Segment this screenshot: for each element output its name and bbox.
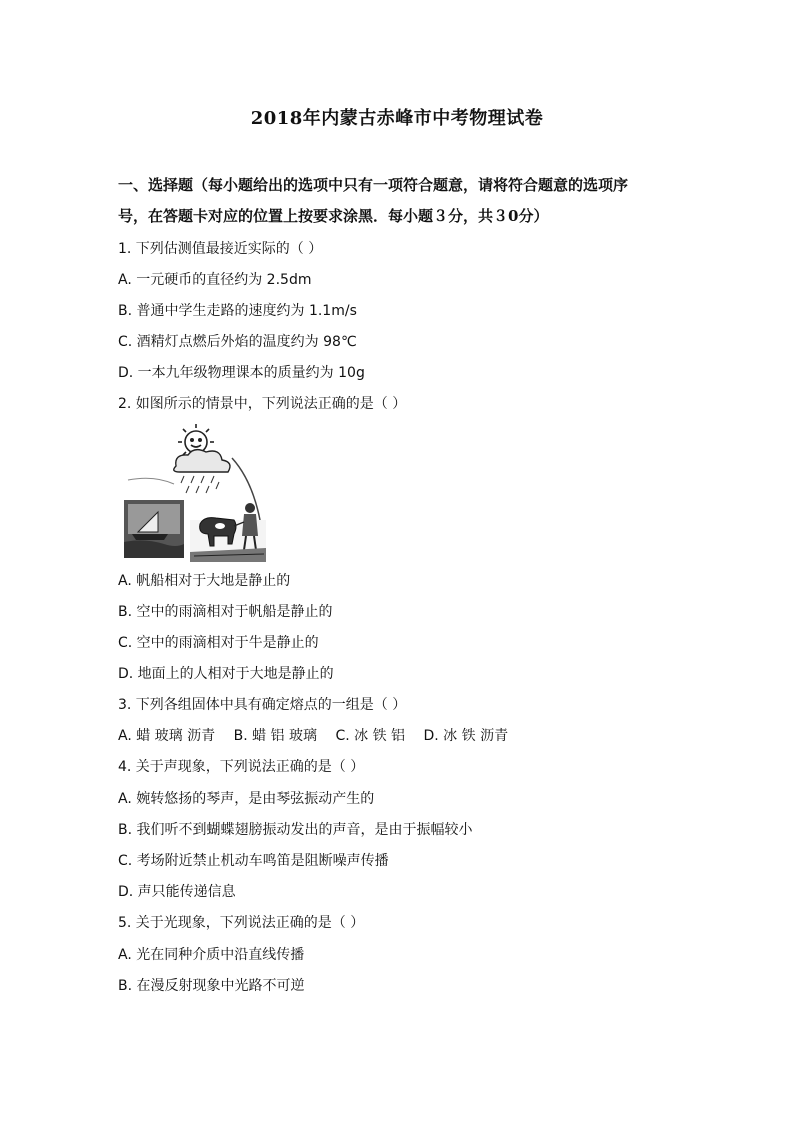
section-heading — [118, 170, 678, 232]
question-1-option-d: D. 一本九年级物理课本的质量约为 10g — [118, 365, 365, 381]
question-4-stem: 4. 关于声现象，下列说法正确的是（ ） — [118, 759, 365, 775]
question-1-option-c: C. 酒精灯点燃后外焰的温度约为 98℃ — [118, 334, 357, 350]
question-2-option-d: D. 地面上的人相对于大地是静止的 — [118, 666, 334, 682]
question-5-option-a: A. 光在同种介质中沿直线传播 — [118, 947, 305, 963]
question-3-stem: 3. 下列各组固体中具有确定熔点的一组是（ ） — [118, 697, 407, 713]
question-2-stem: 2. 如图所示的情景中，下列说法正确的是（ ） — [118, 396, 407, 412]
question-2-illustration — [124, 420, 266, 562]
question-5-option-b: B. 在漫反射现象中光路不可逆 — [118, 978, 305, 994]
question-1-option-b: B. 普通中学生走路的速度约为 1.1m/s — [118, 303, 357, 319]
question-3-options — [118, 725, 522, 745]
section-heading-line-1: 一、选择题（每小题给出的选项中只有一项符合题意，请将符合题意的选项序 — [118, 176, 629, 194]
question-2-option-a: A. 帆船相对于大地是静止的 — [118, 573, 291, 589]
question-4-option-b: B. 我们听不到蝴蝶翅膀振动发出的声音，是由于振幅较小 — [118, 822, 473, 838]
question-3-option-a: A. 蜡 玻璃 沥青 — [118, 728, 216, 744]
question-2-option-b: B. 空中的雨滴相对于帆船是静止的 — [118, 604, 333, 620]
question-2-option-c: C. 空中的雨滴相对于牛是静止的 — [118, 635, 319, 651]
question-3-option-c: C. 冰 铁 铝 — [335, 728, 406, 744]
question-1-option-a: A. 一元硬币的直径约为 2.5dm — [118, 272, 312, 288]
question-5-stem: 5. 关于光现象，下列说法正确的是（ ） — [118, 915, 365, 931]
question-4-option-c: C. 考场附近禁止机动车鸣笛是阻断噪声传播 — [118, 853, 389, 869]
question-3-option-b: B. 蜡 铝 玻璃 — [233, 728, 317, 744]
question-1-stem: 1. 下列估测值最接近实际的（ ） — [118, 241, 323, 257]
question-4-option-a: A. 婉转悠扬的琴声，是由琴弦振动产生的 — [118, 791, 375, 807]
section-heading-line-2: 号，在答题卡对应的位置上按要求涂黑．每小题３分，共３0分） — [118, 207, 549, 225]
question-4-option-d: D. 声只能传递信息 — [118, 884, 236, 900]
sailboat-icon — [124, 500, 184, 558]
page-title: 2018年内蒙古赤峰市中考物理试卷 — [250, 108, 544, 129]
question-3-option-d: D. 冰 铁 沥青 — [423, 728, 509, 744]
